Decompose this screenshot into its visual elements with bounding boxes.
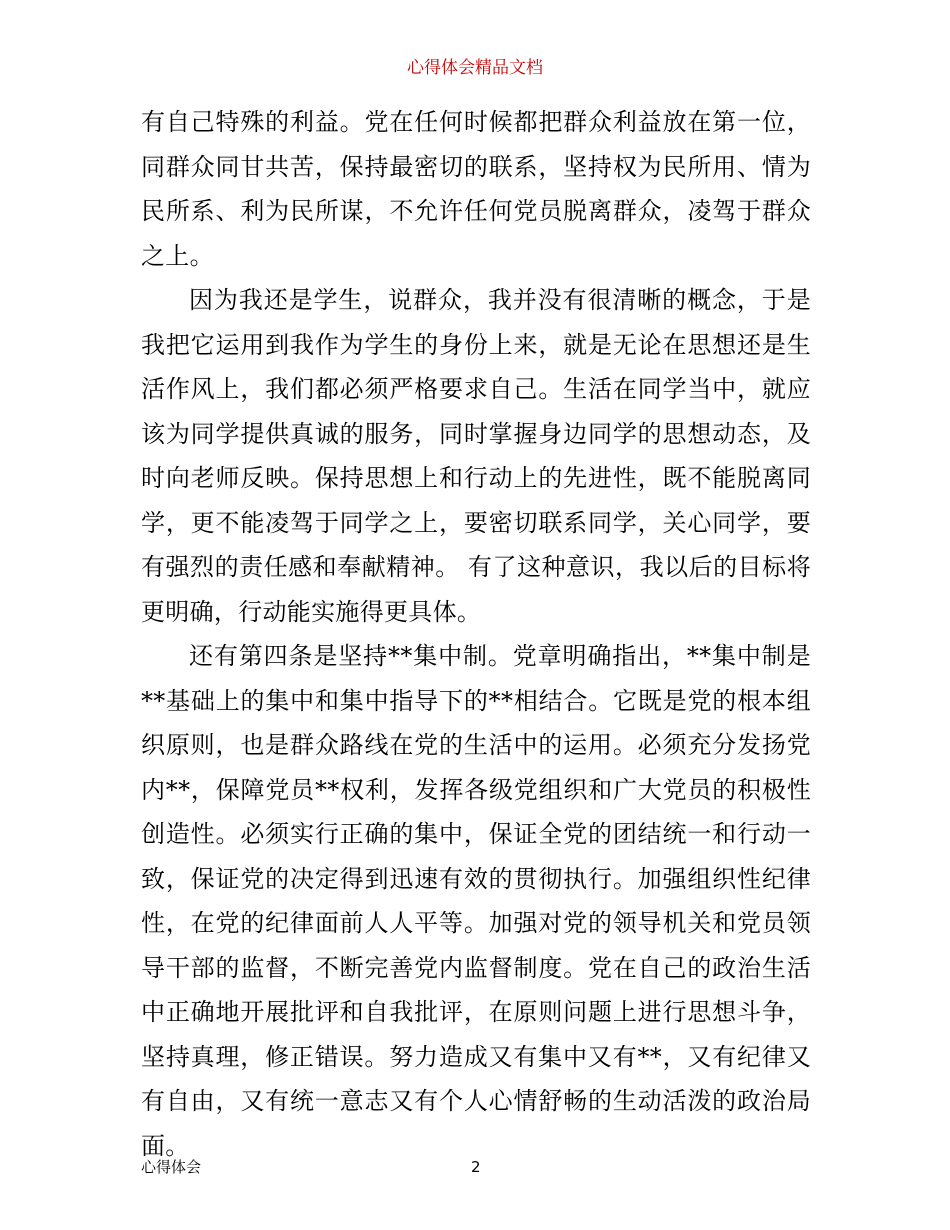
page-header-title: 心得体会精品文档 (407, 58, 543, 78)
document-body (141, 100, 811, 1168)
page-footer (141, 1156, 811, 1178)
footer-label: 心得体会 (141, 1158, 202, 1176)
paragraph-continuation: 有自己特殊的利益。党在任何时候都把群众利益放在第一位，同群众同甘共苦，保持最密切的联系，坚持权为民所用、情为民所系、利为民所谋，不允许任何党员脱离群众，凌驾于群众之上。 (141, 108, 811, 270)
paragraph-centralism: 还有第四条是坚持**集中制。党章明确指出，**集中制是**基础上的集中和集中指导下的**相结合。它既是党的根本组织原则，也是群众路线在党的生活中的运用。必须充分发扬党内**，保障党员**权利，发挥各级党组织和广大党员的积极性创造性。必须实行正确的集中，保证全党的团结统一和行动一致，保证党的决定得到迅速有效的贯彻执行。加强组织性纪律性，在党的纪律面前人人平等。加强对党的领导机关和党员领导干部的监督，不断完善党内监督制度。党在自己的政治生活中正确地开展批评和自我批评，在原则问题上进行思想斗争，坚持真理，修正错误。努力造成又有集中又有**，又有纪律又有自由，又有统一意志又有个人心情舒畅的生动活泼的政治局面。 (141, 642, 811, 1160)
page-number: 2 (471, 1158, 481, 1176)
paragraph-student-reflection: 因为我还是学生，说群众，我并没有很清晰的概念，于是我把它运用到我作为学生的身份上来，就是无论在思想还是生活作风上，我们都必须严格要求自己。生活在同学当中，就应该为同学提供真诚的服务，同时掌握身边同学的思想动态，及时向老师反映。保持思想上和行动上的先进性，既不能脱离同学，更不能凌驾于同学之上，要密切联系同学，关心同学，要有强烈的责任感和奉献精神。 有了这种意识，我以后的目标将更明确，行动能实施得更具体。 (141, 286, 811, 626)
